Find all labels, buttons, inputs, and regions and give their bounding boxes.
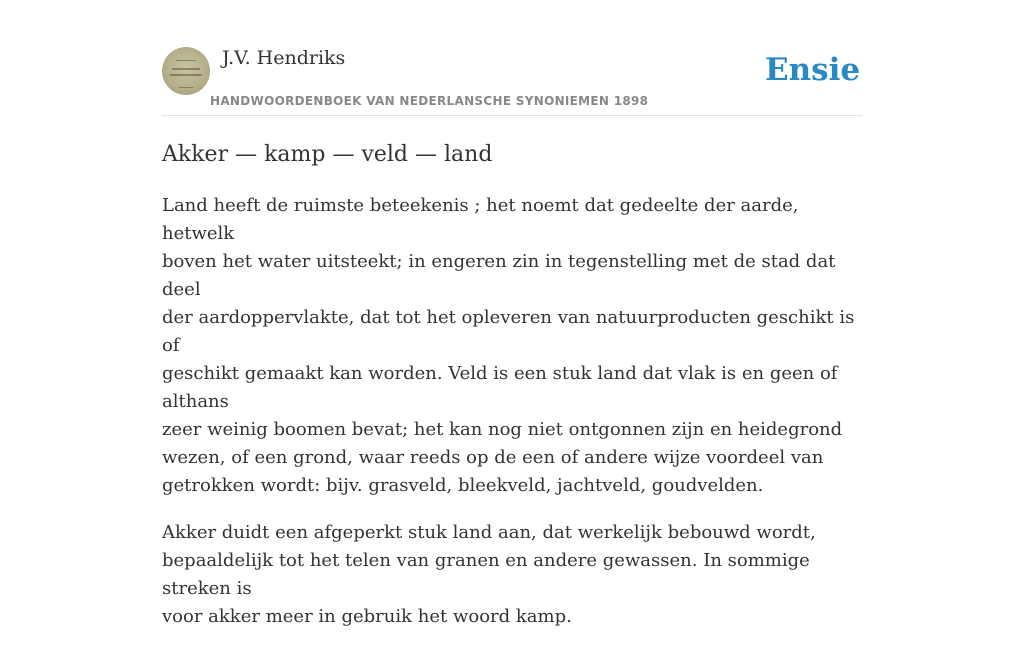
article-body [162, 192, 862, 650]
text-line: wezen, of een grond, waar reeds op de een of andere wijze voordeel van [162, 447, 824, 468]
text-line: bepaaldelijk tot het telen van granen en andere gewassen. In sommige streken is [162, 550, 810, 599]
page-title: Akker — kamp — veld — land [162, 142, 493, 167]
avatar-book-line [176, 60, 196, 61]
article-paragraph [162, 192, 862, 500]
text-line: zeer weinig boomen bevat; het kan nog niet ontgonnen zijn en heidegrond [162, 419, 843, 440]
avatar-book-line [179, 87, 193, 88]
article-paragraph [162, 519, 862, 631]
source-title[interactable]: HANDWOORDENBOEK VAN NEDERLANSCHE SYNONIEMEN 1898 [210, 94, 649, 108]
header-divider [162, 115, 862, 116]
text-line: voor akker meer in gebruik het woord kamp. [162, 606, 572, 627]
author-avatar[interactable] [162, 47, 210, 95]
author-name[interactable]: J.V. Hendriks [222, 47, 346, 69]
avatar-book-line [172, 68, 200, 70]
avatar-book-line [170, 74, 202, 76]
text-line: geschikt gemaakt kan worden. Veld is een stuk land dat vlak is en geen of althans [162, 363, 838, 412]
text-line: Land heeft de ruimste beteekenis ; het noemt dat gedeelte der aarde, hetwelk [162, 195, 799, 244]
text-line: getrokken wordt: bijv. grasveld, bleekveld, jachtveld, goudvelden. [162, 475, 764, 496]
text-line: der aardoppervlakte, dat tot het opleveren van natuurproducten geschikt is of [162, 307, 855, 356]
text-line: boven het water uitsteekt; in engeren zin in tegenstelling met de stad dat deel [162, 251, 836, 300]
brand-logo[interactable]: Ensie [765, 52, 861, 88]
text-line: Akker duidt een afgeperkt stuk land aan, dat werkelijk bebouwd wordt, [162, 522, 816, 543]
